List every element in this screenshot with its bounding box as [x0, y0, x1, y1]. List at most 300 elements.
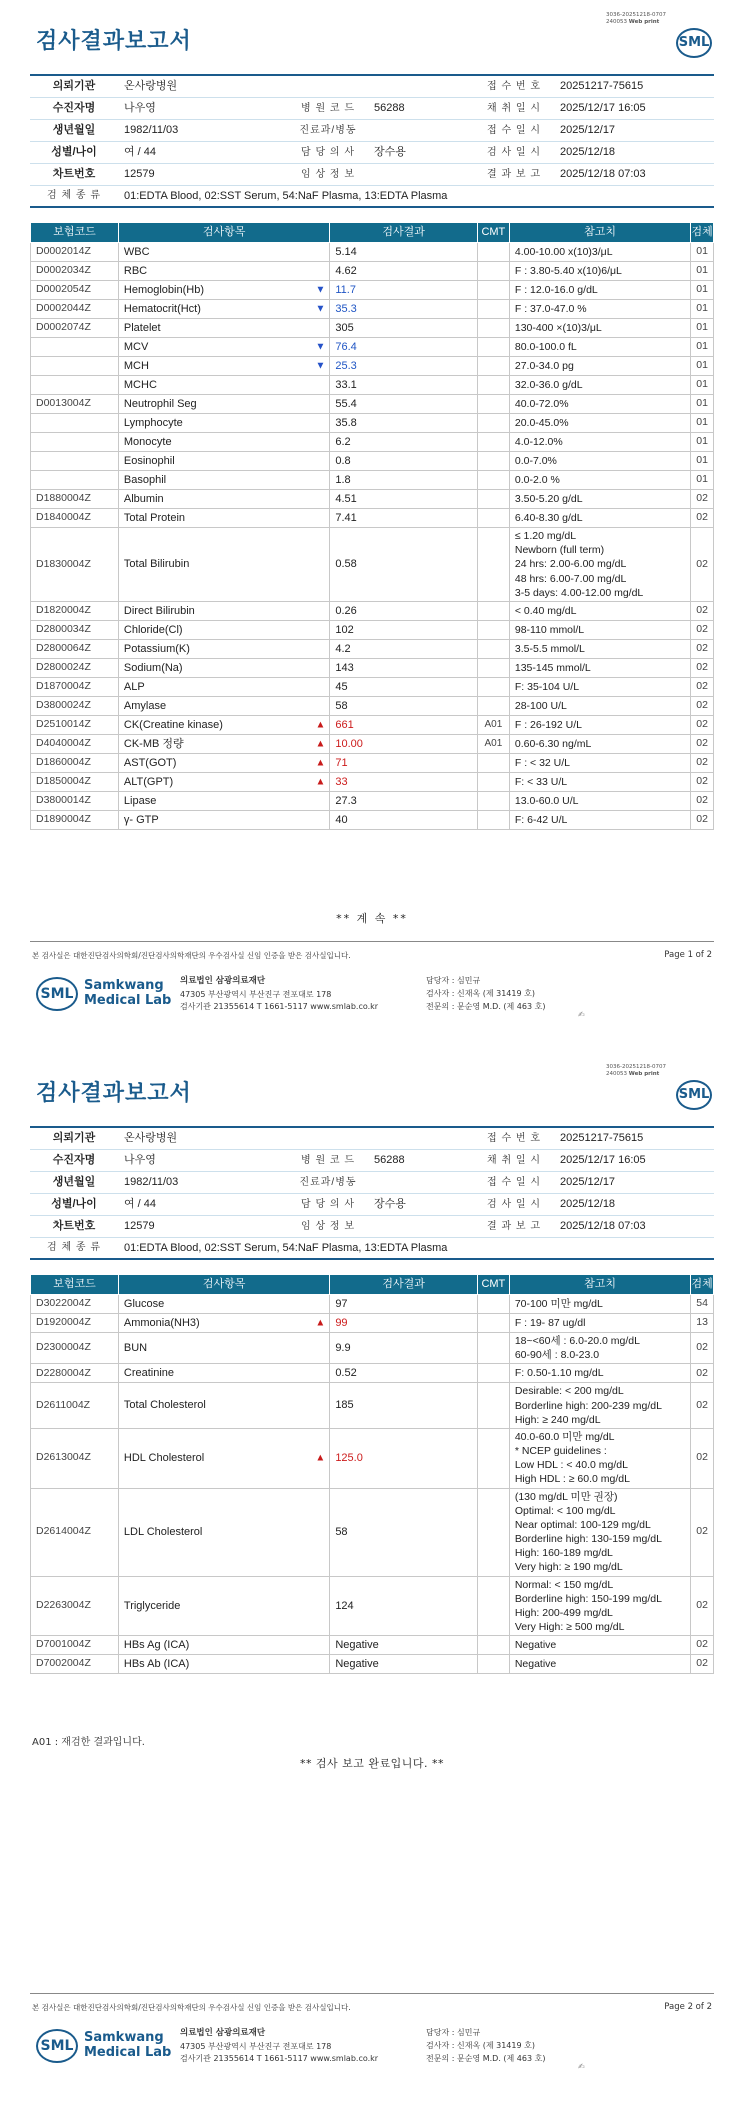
result-code: D2300004Z — [31, 1333, 119, 1364]
high-flag-icon: ▲ — [315, 738, 326, 750]
result-value: 305 — [330, 319, 478, 338]
result-value: 1.8 — [330, 471, 478, 490]
result-cmt — [477, 490, 509, 509]
chart-label: 차트번호 — [30, 163, 118, 185]
result-reference: F : 19- 87 ug/dl — [509, 1314, 690, 1333]
result-row — [31, 1314, 714, 1333]
result-reference: 135-145 mmol/L — [509, 658, 690, 677]
result-specimen: 01 — [691, 262, 714, 281]
result-reference: 4.00-10.00 x(10)3/μL — [509, 243, 690, 262]
patient-info-table — [30, 74, 714, 208]
result-item: HDL Cholesterol ▲ — [118, 1428, 329, 1488]
brand-name: Samkwang Medical Lab — [84, 978, 172, 1008]
result-reference: ≤ 1.20 mg/dL Newborn (full term) 24 hrs: 2.00-6.00 mg/dL 48 hrs: 6.00-7.00 mg/dL 3-5 days: 4.00-12.00 mg/dL — [509, 528, 690, 602]
result-code: D1820004Z — [31, 601, 119, 620]
result-cmt — [477, 395, 509, 414]
result-specimen: 02 — [691, 677, 714, 696]
result-specimen: 02 — [691, 639, 714, 658]
result-code: D0002044Z — [31, 300, 119, 319]
page-number: Page 1 of 2 — [664, 950, 712, 960]
result-specimen: 02 — [691, 1655, 714, 1674]
result-row — [31, 319, 714, 338]
result-cmt — [477, 243, 509, 262]
sexage-label: 성별/나이 — [30, 1193, 118, 1215]
results-body-page-2 — [31, 1295, 714, 1674]
result-row — [31, 1488, 714, 1576]
result-code: D7001004Z — [31, 1636, 119, 1655]
result-specimen: 01 — [691, 243, 714, 262]
institution-label: 의뢰기관 — [30, 1127, 118, 1149]
result-item: Ammonia(NH3) ▲ — [118, 1314, 329, 1333]
result-row — [31, 490, 714, 509]
result-row — [31, 620, 714, 639]
institution-value: 온사랑병원 — [118, 75, 474, 97]
result-cmt — [477, 791, 509, 810]
result-cmt — [477, 696, 509, 715]
result-value: 35.8 — [330, 414, 478, 433]
dob-value: 1982/11/03 — [118, 1171, 288, 1193]
hospital-code-value: 56288 — [368, 97, 474, 119]
result-reference: F: 6-42 U/L — [509, 810, 690, 829]
result-cmt — [477, 338, 509, 357]
result-value: 0.26 — [330, 601, 478, 620]
continue-note: ** 계 속 ** — [336, 912, 408, 925]
result-row — [31, 528, 714, 602]
result-row — [31, 471, 714, 490]
result-code: D1840004Z — [31, 509, 119, 528]
result-reference: 18~<60세 : 6.0-20.0 mg/dL 60-90세 : 8.0-23.0 — [509, 1333, 690, 1364]
result-value: 6.2 — [330, 433, 478, 452]
result-row — [31, 433, 714, 452]
document-code: 3036-20251218-0707 240053 Web print — [606, 1064, 666, 1077]
result-code: D1890004Z — [31, 810, 119, 829]
result-item: Creatinine — [118, 1364, 329, 1383]
result-row — [31, 1383, 714, 1429]
result-value: Negative — [330, 1655, 478, 1674]
result-specimen: 02 — [691, 509, 714, 528]
result-cmt — [477, 658, 509, 677]
result-specimen: 02 — [691, 1576, 714, 1636]
patient-value: 나우영 — [118, 97, 288, 119]
result-value: 102 — [330, 620, 478, 639]
result-reference: 0.60-6.30 ng/mL — [509, 734, 690, 753]
result-reference: F : 3.80-5.40 x(10)6/μL — [509, 262, 690, 281]
report-label: 결 과 보 고 — [474, 1215, 554, 1237]
sml-logo: SML — [676, 28, 712, 58]
chart-label: 차트번호 — [30, 1215, 118, 1237]
chart-value: 12579 — [118, 1215, 288, 1237]
result-row — [31, 395, 714, 414]
result-value: 27.3 — [330, 791, 478, 810]
result-reference: 4.0-12.0% — [509, 433, 690, 452]
low-flag-icon: ▼ — [315, 303, 326, 315]
result-specimen: 02 — [691, 772, 714, 791]
high-flag-icon: ▲ — [315, 1452, 326, 1464]
result-item: Platelet — [118, 319, 329, 338]
result-code: D1870004Z — [31, 677, 119, 696]
dob-value: 1982/11/03 — [118, 119, 288, 141]
hospital-code-label: 병 원 코 드 — [288, 1149, 368, 1171]
result-item: Basophil — [118, 471, 329, 490]
result-reference: F : < 32 U/L — [509, 753, 690, 772]
receipt-date-value: 2025/12/17 — [554, 119, 714, 141]
result-value: 11.7 — [330, 281, 478, 300]
result-code: D2510014Z — [31, 715, 119, 734]
result-code — [31, 338, 119, 357]
result-specimen: 01 — [691, 376, 714, 395]
high-flag-icon: ▲ — [315, 719, 326, 731]
result-specimen: 01 — [691, 338, 714, 357]
header-item: 검사항목 — [118, 1275, 329, 1295]
result-code: D0002034Z — [31, 262, 119, 281]
result-code: D2800064Z — [31, 639, 119, 658]
result-cmt — [477, 1655, 509, 1674]
result-reference: 0.0-7.0% — [509, 452, 690, 471]
result-item: Triglyceride — [118, 1576, 329, 1636]
result-reference: 40.0-60.0 미만 mg/dL * NCEP guidelines : Low HDL : < 40.0 mg/dL High HDL : ≥ 60.0 mg/dL — [509, 1428, 690, 1488]
header-cmt: CMT — [477, 1275, 509, 1295]
specimen-value: 01:EDTA Blood, 02:SST Serum, 54:NaF Plasma, 13:EDTA Plasma — [118, 1237, 714, 1259]
result-reference: F : 12.0-16.0 g/dL — [509, 281, 690, 300]
institution-value: 온사랑병원 — [118, 1127, 474, 1149]
receipt-date-value: 2025/12/17 — [554, 1171, 714, 1193]
receipt-no-label: 접 수 번 호 — [474, 1127, 554, 1149]
result-code — [31, 414, 119, 433]
result-reference: 80.0-100.0 fL — [509, 338, 690, 357]
result-reference: F : 37.0-47.0 % — [509, 300, 690, 319]
result-specimen: 01 — [691, 471, 714, 490]
hospital-code-label: 병 원 코 드 — [288, 97, 368, 119]
result-code: D1860004Z — [31, 753, 119, 772]
result-reference: 3.5-5.5 mmol/L — [509, 639, 690, 658]
result-value: 9.9 — [330, 1333, 478, 1364]
result-row — [31, 262, 714, 281]
result-reference: 98-110 mmol/L — [509, 620, 690, 639]
result-item: MCV ▼ — [118, 338, 329, 357]
result-item: Neutrophil Seg — [118, 395, 329, 414]
patient-label: 수진자명 — [30, 1149, 118, 1171]
dept-label: 진료과/병동 — [288, 119, 368, 141]
result-value: 124 — [330, 1576, 478, 1636]
sml-logo: SML — [676, 1080, 712, 1110]
result-cmt: A01 — [477, 715, 509, 734]
doctor-value: 장수용 — [368, 1193, 474, 1215]
header-cmt: CMT — [477, 223, 509, 243]
collect-label: 채 취 일 시 — [474, 97, 554, 119]
result-value: 4.51 — [330, 490, 478, 509]
result-specimen: 01 — [691, 357, 714, 376]
result-item: RBC — [118, 262, 329, 281]
result-row — [31, 1576, 714, 1636]
result-reference: F : 26-192 U/L — [509, 715, 690, 734]
result-specimen: 13 — [691, 1314, 714, 1333]
result-specimen: 01 — [691, 300, 714, 319]
document-code: 3036-20251218-0707 240053 Web print — [606, 12, 666, 25]
dob-label: 생년월일 — [30, 119, 118, 141]
result-reference: 6.40-8.30 g/dL — [509, 509, 690, 528]
result-code: D3800014Z — [31, 791, 119, 810]
clinical-label: 임 상 정 보 — [288, 1215, 368, 1237]
result-code: D2280004Z — [31, 1364, 119, 1383]
lab-address: 의료법인 삼광의료재단 47305 부산광역시 부산진구 전포대로 178 검사기관 21355614 T 1661-5117 www.smlab.co.kr — [180, 976, 379, 1012]
result-specimen: 54 — [691, 1295, 714, 1314]
result-code: D3800024Z — [31, 696, 119, 715]
result-value: 58 — [330, 696, 478, 715]
lab-address: 의료법인 삼광의료재단 47305 부산광역시 부산진구 전포대로 178 검사기관 21355614 T 1661-5117 www.smlab.co.kr — [180, 2028, 379, 2064]
result-code: D1920004Z — [31, 1314, 119, 1333]
result-row — [31, 1364, 714, 1383]
result-reference: 0.0-2.0 % — [509, 471, 690, 490]
result-item: Hemoglobin(Hb) ▼ — [118, 281, 329, 300]
result-row — [31, 1428, 714, 1488]
result-cmt: A01 — [477, 734, 509, 753]
result-item: Glucose — [118, 1295, 329, 1314]
result-specimen: 02 — [691, 734, 714, 753]
result-value: 25.3 — [330, 357, 478, 376]
result-value: 71 — [330, 753, 478, 772]
result-cmt — [477, 1364, 509, 1383]
patient-info-table — [30, 1126, 714, 1260]
cmt-legend: A01 : 재검한 결과입니다. — [32, 1737, 145, 1748]
result-code: D0002074Z — [31, 319, 119, 338]
specimen-value: 01:EDTA Blood, 02:SST Serum, 54:NaF Plasma, 13:EDTA Plasma — [118, 185, 714, 207]
result-row — [31, 772, 714, 791]
clinical-value — [368, 163, 474, 185]
sexage-value: 여 / 44 — [118, 141, 288, 163]
result-value: 0.52 — [330, 1364, 478, 1383]
header-result: 검사결과 — [330, 223, 478, 243]
result-item: Total Bilirubin — [118, 528, 329, 602]
result-specimen: 02 — [691, 810, 714, 829]
result-value: 4.62 — [330, 262, 478, 281]
result-item: Sodium(Na) — [118, 658, 329, 677]
result-item: Amylase — [118, 696, 329, 715]
result-value: 0.8 — [330, 452, 478, 471]
low-flag-icon: ▼ — [315, 341, 326, 353]
result-specimen: 02 — [691, 1428, 714, 1488]
dept-value — [368, 119, 474, 141]
clinical-label: 임 상 정 보 — [288, 163, 368, 185]
header-item: 검사항목 — [118, 223, 329, 243]
result-cmt — [477, 1295, 509, 1314]
result-reference: 40.0-72.0% — [509, 395, 690, 414]
result-row — [31, 281, 714, 300]
result-cmt — [477, 620, 509, 639]
result-item: AST(GOT) ▲ — [118, 753, 329, 772]
header-code: 보험코드 — [31, 1275, 119, 1295]
result-value: 40 — [330, 810, 478, 829]
result-row — [31, 1655, 714, 1674]
result-reference: 27.0-34.0 pg — [509, 357, 690, 376]
header-group: 검체 — [691, 223, 714, 243]
result-code: D0013004Z — [31, 395, 119, 414]
result-cmt — [477, 677, 509, 696]
result-specimen: 02 — [691, 1636, 714, 1655]
result-reference: 32.0-36.0 g/dL — [509, 376, 690, 395]
result-reference: F: 35-104 U/L — [509, 677, 690, 696]
result-value: 661 — [330, 715, 478, 734]
result-reference: 13.0-60.0 U/L — [509, 791, 690, 810]
result-cmt — [477, 772, 509, 791]
result-row — [31, 452, 714, 471]
receipt-no-label: 접 수 번 호 — [474, 75, 554, 97]
report-value: 2025/12/18 07:03 — [554, 1215, 714, 1237]
header-ref: 참고치 — [509, 223, 690, 243]
low-flag-icon: ▼ — [315, 360, 326, 372]
results-table-page-2 — [30, 1274, 714, 1674]
result-value: 10.00 — [330, 734, 478, 753]
result-code: D3022004Z — [31, 1295, 119, 1314]
result-code: D1850004Z — [31, 772, 119, 791]
test-date-label: 검 사 일 시 — [474, 141, 554, 163]
result-row — [31, 658, 714, 677]
result-cmt — [477, 810, 509, 829]
result-cmt — [477, 1314, 509, 1333]
brand-name: Samkwang Medical Lab — [84, 2030, 172, 2060]
result-code: D0002014Z — [31, 243, 119, 262]
result-value: 45 — [330, 677, 478, 696]
receipt-no-value: 20251217-75615 — [554, 75, 714, 97]
dept-value — [368, 1171, 474, 1193]
result-value: 99 — [330, 1314, 478, 1333]
dob-label: 생년월일 — [30, 1171, 118, 1193]
result-value: Negative — [330, 1636, 478, 1655]
result-cmt — [477, 357, 509, 376]
report-page-2 — [0, 1052, 744, 2104]
result-row — [31, 791, 714, 810]
result-specimen: 01 — [691, 452, 714, 471]
report-value: 2025/12/18 07:03 — [554, 163, 714, 185]
test-date-value: 2025/12/18 — [554, 141, 714, 163]
result-item: LDL Cholesterol — [118, 1488, 329, 1576]
result-row — [31, 677, 714, 696]
signature-mark: ✍ — [578, 1010, 585, 1019]
signature-mark: ✍ — [578, 2062, 585, 2071]
hospital-code-value: 56288 — [368, 1149, 474, 1171]
result-specimen: 01 — [691, 281, 714, 300]
result-item: ALT(GPT) ▲ — [118, 772, 329, 791]
collect-value: 2025/12/17 16:05 — [554, 1149, 714, 1171]
result-specimen: 02 — [691, 620, 714, 639]
result-code: D2800024Z — [31, 658, 119, 677]
result-item: Hematocrit(Hct) ▼ — [118, 300, 329, 319]
result-cmt — [477, 376, 509, 395]
result-value: 58 — [330, 1488, 478, 1576]
patient-value: 나우영 — [118, 1149, 288, 1171]
result-item: Potassium(K) — [118, 639, 329, 658]
result-item: MCH ▼ — [118, 357, 329, 376]
receipt-no-value: 20251217-75615 — [554, 1127, 714, 1149]
result-row — [31, 810, 714, 829]
doctor-value: 장수용 — [368, 141, 474, 163]
results-table-page-1 — [30, 222, 714, 830]
result-item: Lipase — [118, 791, 329, 810]
sml-footer-logo: SML — [36, 2029, 78, 2063]
result-row — [31, 357, 714, 376]
collect-value: 2025/12/17 16:05 — [554, 97, 714, 119]
result-item: HBs Ab (ICA) — [118, 1655, 329, 1674]
result-row — [31, 696, 714, 715]
results-body-page-1 — [31, 243, 714, 830]
result-cmt — [477, 753, 509, 772]
result-row — [31, 1295, 714, 1314]
result-cmt — [477, 262, 509, 281]
collect-label: 채 취 일 시 — [474, 1149, 554, 1171]
result-code: D2800034Z — [31, 620, 119, 639]
result-value: 76.4 — [330, 338, 478, 357]
result-reference: Negative — [509, 1655, 690, 1674]
result-value: 35.3 — [330, 300, 478, 319]
result-row — [31, 734, 714, 753]
result-row — [31, 376, 714, 395]
result-row — [31, 715, 714, 734]
result-reference: 130-400 ×(10)3/μL — [509, 319, 690, 338]
result-specimen: 02 — [691, 528, 714, 602]
result-cmt — [477, 281, 509, 300]
result-item: CK(Creatine kinase) ▲ — [118, 715, 329, 734]
result-item: γ- GTP — [118, 810, 329, 829]
result-row — [31, 414, 714, 433]
result-code — [31, 471, 119, 490]
result-specimen: 01 — [691, 395, 714, 414]
result-specimen: 02 — [691, 696, 714, 715]
result-value: 185 — [330, 1383, 478, 1429]
result-specimen: 01 — [691, 319, 714, 338]
low-flag-icon: ▼ — [315, 284, 326, 296]
result-specimen: 02 — [691, 490, 714, 509]
result-row — [31, 243, 714, 262]
result-row — [31, 1333, 714, 1364]
specimen-label: 검 체 종 류 — [30, 1237, 118, 1259]
result-specimen: 02 — [691, 791, 714, 810]
result-row — [31, 509, 714, 528]
result-code — [31, 452, 119, 471]
result-value: 0.58 — [330, 528, 478, 602]
page-number: Page 2 of 2 — [664, 2002, 712, 2012]
header-group: 검체 — [691, 1275, 714, 1295]
result-item: Direct Bilirubin — [118, 601, 329, 620]
result-cmt — [477, 528, 509, 602]
result-code: D1830004Z — [31, 528, 119, 602]
result-cmt — [477, 471, 509, 490]
result-reference: 28-100 U/L — [509, 696, 690, 715]
header-result: 검사결과 — [330, 1275, 478, 1295]
test-date-label: 검 사 일 시 — [474, 1193, 554, 1215]
result-code — [31, 357, 119, 376]
result-code: D2263004Z — [31, 1576, 119, 1636]
report-complete-note: ** 검사 보고 완료입니다. ** — [299, 1757, 445, 1770]
result-item: BUN — [118, 1333, 329, 1364]
dept-label: 진료과/병동 — [288, 1171, 368, 1193]
result-item: CK-MB 정량 ▲ — [118, 734, 329, 753]
report-title: 검사결과보고서 — [36, 29, 192, 54]
report-label: 결 과 보 고 — [474, 163, 554, 185]
result-code: D0002054Z — [31, 281, 119, 300]
clinical-value — [368, 1215, 474, 1237]
test-date-value: 2025/12/18 — [554, 1193, 714, 1215]
report-title: 검사결과보고서 — [36, 1081, 192, 1106]
result-specimen: 02 — [691, 1383, 714, 1429]
result-cmt — [477, 414, 509, 433]
result-item: WBC — [118, 243, 329, 262]
result-cmt — [477, 639, 509, 658]
result-item: HBs Ag (ICA) — [118, 1636, 329, 1655]
receipt-date-label: 접 수 일 시 — [474, 1171, 554, 1193]
result-code: D4040004Z — [31, 734, 119, 753]
result-value: 5.14 — [330, 243, 478, 262]
signatories: 담당자 : 심민규 검사자 : 신재옥 (제 31419 호) 전문의 : 문순영 M.D. (제 463 호) — [426, 976, 546, 1011]
result-specimen: 02 — [691, 1488, 714, 1576]
